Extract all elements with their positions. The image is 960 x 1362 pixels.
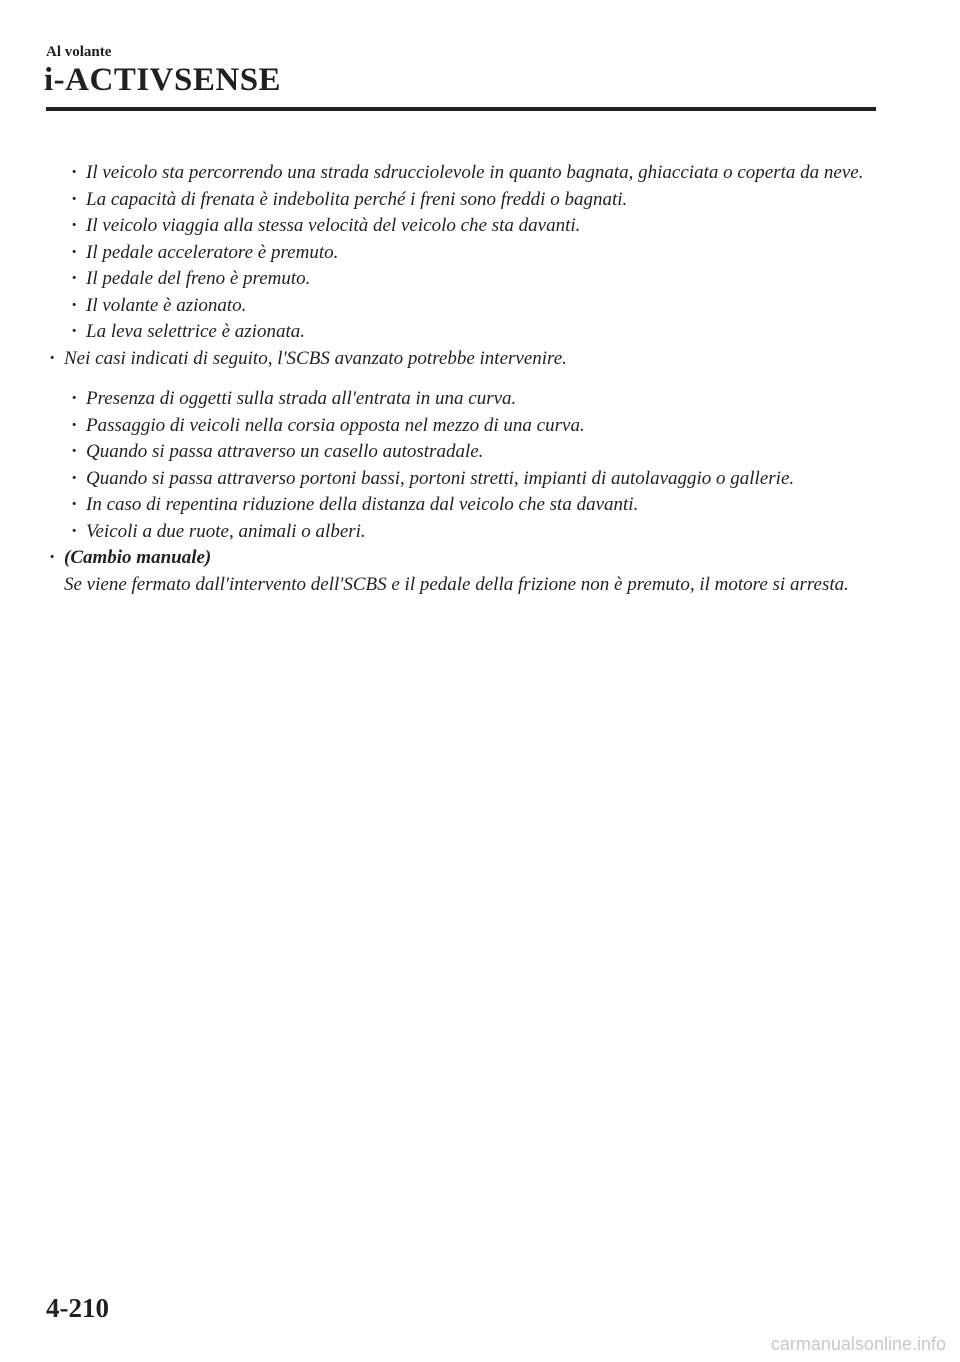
bullet-glyph: · [71,321,78,342]
bullet-glyph: · [71,241,78,263]
list-item: · Il pedale del freno è premuto. [46,266,866,293]
bullet-glyph: · [71,215,78,236]
bullet-glyph: · [71,294,78,316]
watermark: carmanualsonline.info [770,1334,946,1354]
bullet-glyph: · [49,547,56,568]
content-body [46,160,866,598]
list-item: · Quando si passa attraverso portoni bassi, portoni stretti, impianti di autolavaggio o gallerie. [46,466,866,493]
page-title: i-ACTIVSENSE [44,62,282,98]
list-item: · Il veicolo viaggia alla stessa velocità del veicolo che sta davanti. [46,213,866,240]
list-item: · Veicoli a due ruote, animali o alberi. [46,519,866,546]
bullet-glyph: · [71,162,78,183]
bullet-glyph: · [71,188,78,210]
title-rule [46,107,876,111]
list-item [46,545,866,598]
spacer [46,372,866,386]
list-item: · Quando si passa attraverso un casello autostradale. [46,439,866,466]
bullet-glyph: · [71,494,78,515]
bullet-glyph: · [71,520,78,542]
note-title: (Cambio manuale) [64,547,212,568]
bullet-glyph: · [71,388,78,409]
bullet-glyph: · [71,467,78,489]
bullet-glyph: · [49,347,56,369]
list-item: · Il volante è azionato. [46,293,866,320]
bullet-glyph: · [71,414,78,436]
list-item: · In caso di repentina riduzione della distanza dal veicolo che sta davanti. [46,492,866,519]
note-text: Se viene fermato dall'intervento dell'SCBS e il pedale della frizione non è premuto, il motore si arresta. [64,573,849,595]
bullet-glyph: · [71,268,78,289]
list-item: · Il pedale acceleratore è premuto. [46,240,866,267]
list-item: · Presenza di oggetti sulla strada all'entrata in una curva. [46,386,866,413]
section-label: Al volante [46,44,112,60]
list-item: · Il veicolo sta percorrendo una strada sdrucciolevole in quanto bagnata, ghiacciata o coperta da neve. [46,160,866,187]
list-item: · Nei casi indicati di seguito, l'SCBS avanzato potrebbe intervenire. [46,346,866,373]
list-item: · Passaggio di veicoli nella corsia opposta nel mezzo di una curva. [46,413,866,440]
list-item: · La capacità di frenata è indebolita perché i freni sono freddi o bagnati. [46,187,866,214]
list-item: · La leva selettrice è azionata. [46,319,866,346]
page-number: 4-210 [46,1293,109,1323]
bullet-glyph: · [71,441,78,462]
